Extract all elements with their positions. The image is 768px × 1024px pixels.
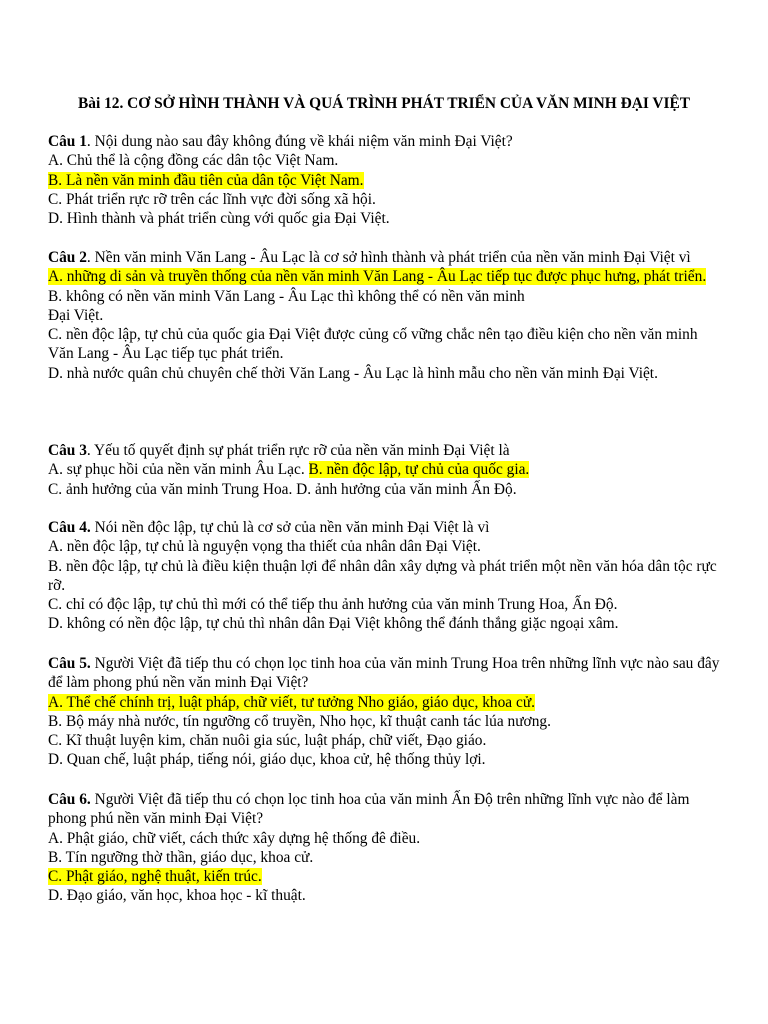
options-c-d: C. ảnh hưởng của văn minh Trung Hoa. D. ảnh hưởng của văn minh Ấn Độ.: [48, 480, 517, 498]
question-stem: Câu 2. Nền văn minh Văn Lang - Âu Lạc là cơ sở hình thành và phát triển của nền văn minh Đại Việt vì: [48, 249, 691, 266]
option-a: A. sự phục hồi của nền văn minh Âu Lạc.: [48, 461, 309, 479]
highlighted-answer: C. Phật giáo, nghệ thuật, kiến trúc.: [48, 868, 262, 886]
highlighted-answer: A. Thể chế chính trị, luật pháp, chữ viết, tư tưởng Nho giáo, giáo dục, khoa cử.: [48, 693, 536, 711]
option-c-answer: [48, 867, 720, 886]
option-c: C. chỉ có độc lập, tự chủ thì mới có thể tiếp thu ảnh hưởng của văn minh Trung Hoa, Ấn Độ.: [48, 596, 618, 614]
question-label: Câu 2: [48, 249, 87, 266]
question-1: [48, 132, 720, 228]
option-d: D. không có nền độc lập, tự chủ thì nhân dân Đại Việt không thể đánh thắng giặc ngoại xâm.: [48, 615, 619, 633]
question-5: [48, 654, 720, 770]
question-label: Câu 6.: [48, 791, 91, 808]
option-a: A. Phật giáo, chữ viết, cách thức xây dựng hệ thống đê điều.: [48, 829, 421, 847]
lesson-title: Bài 12. CƠ SỞ HÌNH THÀNH VÀ QUÁ TRÌNH PHÁT TRIỂN CỦA VĂN MINH ĐẠI VIỆT: [77, 95, 691, 112]
question-label: Câu 5.: [48, 655, 91, 672]
option-d: D. Quan chế, luật pháp, tiếng nói, giáo dục, khoa cử, hệ thống thủy lợi.: [48, 751, 486, 769]
option-a-answer: [48, 267, 720, 286]
option-b-answer: [48, 171, 720, 190]
highlighted-answer: A. những di sản và truyền thống của nền văn minh Văn Lang - Âu Lạc tiếp tục được phục hưng, phát triển.: [48, 268, 707, 286]
option-c: C. Phát triển rực rỡ trên các lĩnh vực đời sống xã hội.: [48, 190, 376, 208]
question-6: [48, 790, 720, 906]
question-3: [48, 441, 720, 499]
option-a-answer: [48, 693, 720, 712]
option-b: B. Tín ngưỡng thờ thần, giáo dục, khoa cử.: [48, 848, 314, 866]
question-stem: Câu 3. Yếu tố quyết định sự phát triển rực rỡ của nền văn minh Đại Việt là: [48, 442, 510, 459]
highlighted-answer: B. Là nền văn minh đầu tiên của dân tộc Việt Nam.: [48, 171, 364, 189]
question-label: Câu 4.: [48, 519, 91, 536]
option-c: C. Kĩ thuật luyện kim, chăn nuôi gia súc, luật pháp, chữ viết, Đạo giáo.: [48, 732, 487, 750]
option-d: D. Đạo giáo, văn học, khoa học - kĩ thuật.: [48, 887, 306, 905]
question-label: Câu 1: [48, 133, 87, 150]
question-stem: Câu 5. Người Việt đã tiếp thu có chọn lọc tinh hoa của văn minh Trung Hoa trên những lĩnh vực nào sau đây để làm phong phú nền văn minh Đại Việt?: [48, 655, 720, 692]
option-a: A. nền độc lập, tự chủ là nguyện vọng tha thiết của nhân dân Đại Việt.: [48, 538, 481, 556]
question-2: [48, 248, 720, 383]
option-a: A. Chủ thể là cộng đồng các dân tộc Việt Nam.: [48, 152, 339, 170]
question-4: [48, 518, 720, 634]
options-a-b: [48, 460, 720, 479]
option-d: D. nhà nước quân chủ chuyên chế thời Văn Lang - Âu Lạc là hình mẫu cho nền văn minh Đại Việt.: [48, 364, 658, 382]
question-stem: Câu 1. Nội dung nào sau đây không đúng về khái niệm văn minh Đại Việt?: [48, 133, 513, 150]
option-c: C. nền độc lập, tự chủ của quốc gia Đại Việt được củng cố vững chắc nên tạo điều kiện cho nền văn minh Văn Lang - Âu Lạc tiếp tục phát triển.: [48, 326, 698, 363]
highlighted-answer: B. nền độc lập, tự chủ của quốc gia.: [308, 461, 530, 479]
question-stem: Câu 6. Người Việt đã tiếp thu có chọn lọc tinh hoa của văn minh Ấn Độ trên những lĩnh vực nào để làm phong phú nền văn minh Đại Việt?: [48, 791, 690, 828]
question-stem: Câu 4. Nói nền độc lập, tự chủ là cơ sở của nền văn minh Đại Việt là vì: [48, 519, 490, 536]
option-b-continued: Đại Việt.: [48, 306, 104, 324]
option-b: B. không có nền văn minh Văn Lang - Âu Lạc thì không thể có nền văn minh: [48, 287, 525, 305]
option-b: B. Bộ máy nhà nước, tín ngưỡng cổ truyền, Nho học, kĩ thuật canh tác lúa nương.: [48, 712, 551, 730]
option-d: D. Hình thành và phát triển cùng với quốc gia Đại Việt.: [48, 210, 390, 228]
option-b: B. nền độc lập, tự chủ là điều kiện thuận lợi để nhân dân xây dựng và phát triển một nền văn hóa dân tộc rực rỡ.: [48, 557, 717, 594]
question-label: Câu 3: [48, 442, 87, 459]
